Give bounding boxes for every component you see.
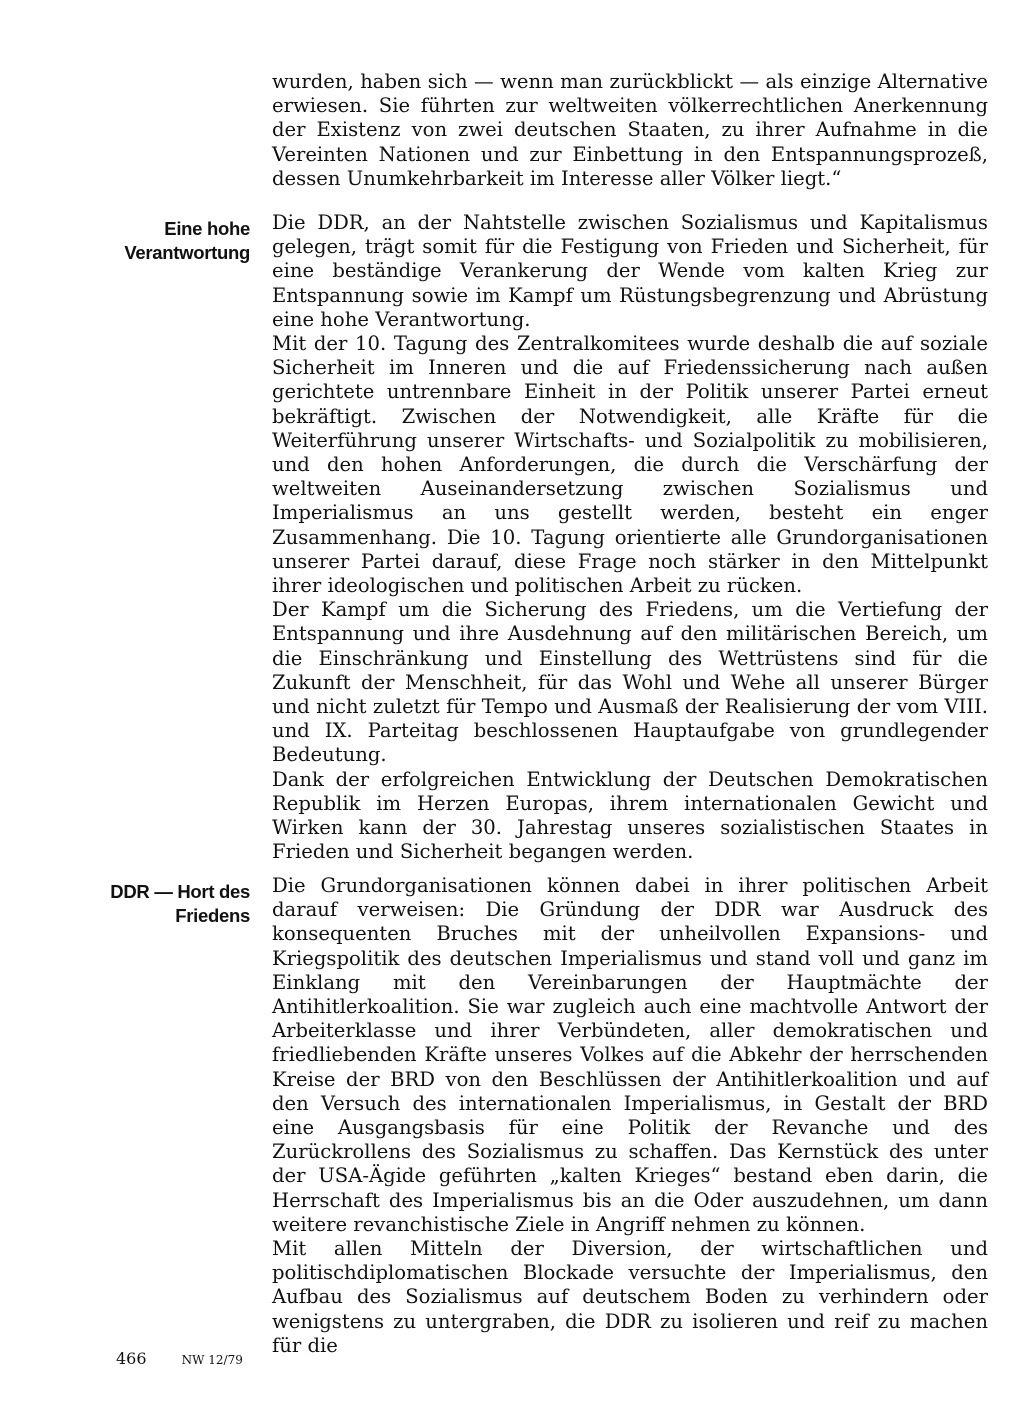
section1-body <box>272 211 988 864</box>
intro-block <box>272 70 988 191</box>
section1-paragraph-3: Der Kampf um die Sicherung des Friedens, um die Vertiefung der Entspannung und ihre Ausdehnung auf den militärischen Bereich, um die Einschränkung und Einstellung des Wettrüstens sind für die Zukunft der Menschheit, für das Wohl und Wehe all unserer Bürger und nicht zuletzt für Tempo und Ausmaß der Realisierung der vom VIII. und IX. Parteitag beschlossenen Hauptaufgabe von grundlegender Bedeutung. <box>272 598 988 767</box>
section2-heading <box>50 880 250 928</box>
issue-label: NW 12/79 <box>181 1353 243 1367</box>
section1-heading <box>50 217 250 265</box>
section1-heading-line2: Verantwortung <box>124 242 250 263</box>
section2-body <box>272 874 988 1358</box>
intro-paragraph: wurden, haben sich — wenn man zurückblickt — als einzige Alternative erwiesen. Sie führten zur weltweiten völkerrechtlichen Anerkennung der Existenz von zwei deutschen Staaten, zu ihrer Aufnahme in die Vereinten Nationen und zur Einbettung in den Entspannungsprozeß, dessen Unumkehrbarkeit im Interesse aller Völker liegt.“ <box>272 70 988 190</box>
section2-paragraph-2: Mit allen Mitteln der Diversion, der wirtschaftlichen und politischdiplomatischen Blockade versuchte der Imperialismus, den Aufbau des Sozialismus auf deutschem Boden zu verhindern oder wenigstens zu untergraben, die DDR zu isolieren und reif zu machen für die <box>272 1237 988 1357</box>
section2-paragraph-1: Die Grundorganisationen können dabei in ihrer politischen Arbeit darauf verweisen: Die Gründung der DDR war Ausdruck des konsequenten Bruches mit der unheilvollen Expansions- und Kriegspolitik des deutschen Imperialismus und stand voll und ganz im Einklang mit den Vereinbarungen der Hauptmächte der Antihitlerkoalition. Sie war zugleich auch eine machtvolle Antwort der Arbeiterklasse und ihrer Verbündeten, aller demokratischen und friedliebenden Kräfte unseres Volkes auf die Abkehr der herrschenden Kreise der BRD von den Beschlüssen der Antihitlerkoalition und auf den Versuch des internationalen Imperialismus, in Gestalt der BRD eine Ausgangsbasis für eine Politik der Revanche und des Zurückrollens des Sozialismus zu schaffen. Das Kernstück des unter der USA-Ägide geführten „kalten Krieges“ bestand eben darin, die Herrschaft des Imperialismus bis an die Oder auszudehnen, um dann weitere revanchistische Ziele in Angriff nehmen zu können. <box>272 874 988 1236</box>
section2-heading-line1: DDR — Hort des <box>110 881 250 902</box>
page-number: 466 <box>116 1349 147 1368</box>
section1-paragraph-1: Die DDR, an der Nahtstelle zwischen Sozialismus und Kapitalismus gelegen, trägt somit für die Festigung von Frieden und Sicherheit, für eine beständige Verankerung der Wende vom kalten Krieg zur Entspannung sowie im Kampf um Rüstungsbegrenzung und Abrüstung eine hohe Verantwortung. <box>272 211 988 331</box>
page-footer <box>116 1349 243 1368</box>
section2-heading-line2: Friedens <box>175 905 250 926</box>
section1-paragraph-2: Mit der 10. Tagung des Zentralkomitees wurde deshalb die auf soziale Sicherheit im Inneren und die auf Friedenssicherung nach außen gerichtete untrennbare Einheit in der Politik unserer Partei erneut bekräftigt. Zwischen der Notwendigkeit, alle Kräfte für die Weiterführung unserer Wirtschafts- und Sozialpolitik zu mobilisieren, und den hohen Anforderungen, die durch die Verschärfung der weltweiten Auseinandersetzung zwischen Sozialismus und Imperialismus an uns gestellt werden, besteht ein enger Zusammenhang. Die 10. Tagung orientierte alle Grundorganisationen unserer Partei darauf, diese Frage noch stärker in den Mittelpunkt ihrer ideologischen und politischen Arbeit zu rücken. <box>272 332 988 598</box>
section1-heading-line1: Eine hohe <box>164 218 250 239</box>
section1-paragraph-4: Dank der erfolgreichen Entwicklung der Deutschen Demokratischen Republik im Herzen Europas, ihrem internationalen Gewicht und Wirken kann der 30. Jahrestag unseres sozialistischen Staates in Frieden und Sicherheit begangen werden. <box>272 767 988 864</box>
